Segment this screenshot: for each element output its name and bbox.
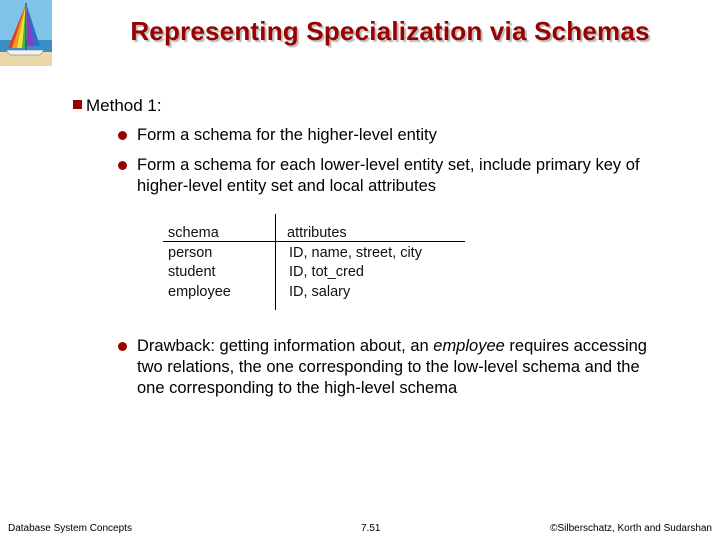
square-bullet-icon xyxy=(73,100,82,109)
attributes-header: attributes xyxy=(287,225,347,241)
schema-table xyxy=(150,214,480,314)
method-heading xyxy=(86,96,162,116)
method-label: Method 1: xyxy=(86,96,162,115)
table-cell: employee xyxy=(168,283,231,300)
footer-right: ©Silberschatz, Korth and Sudarshan xyxy=(550,523,712,534)
point-2-text: Form a schema for each lower-level entity set, include primary key of higher-level entity set and local attributes xyxy=(137,156,640,195)
slide-title: Representing Specialization via Schemas xyxy=(130,16,650,46)
drawback-point xyxy=(137,336,657,399)
schema-column xyxy=(168,224,231,302)
drawback-text-prefix: Drawback: getting information about, an xyxy=(137,337,434,355)
footer-page-number: 7.51 xyxy=(361,523,381,534)
attributes-column xyxy=(287,224,422,302)
round-bullet-icon xyxy=(118,131,127,140)
point-1-text: Form a schema for the higher-level entity xyxy=(137,126,437,144)
round-bullet-icon xyxy=(118,342,127,351)
table-vertical-divider xyxy=(275,214,276,310)
table-cell: ID, name, street, city xyxy=(289,244,422,261)
drawback-text-suffix: requires accessing two relations, the one corresponding to the low-level schema and the one corresponding to the high-level schema xyxy=(137,337,647,397)
table-cell: student xyxy=(168,264,216,280)
table-cell: ID, salary xyxy=(289,283,351,300)
sailboat-logo xyxy=(0,0,52,66)
point-1 xyxy=(137,125,657,146)
round-bullet-icon xyxy=(118,161,127,170)
point-2 xyxy=(137,155,657,197)
drawback-emphasis: employee xyxy=(433,337,505,355)
table-cell: person xyxy=(168,244,213,261)
schema-header: schema xyxy=(168,225,219,241)
footer-left: Database System Concepts xyxy=(8,523,132,534)
table-cell: ID, tot_cred xyxy=(289,264,364,280)
